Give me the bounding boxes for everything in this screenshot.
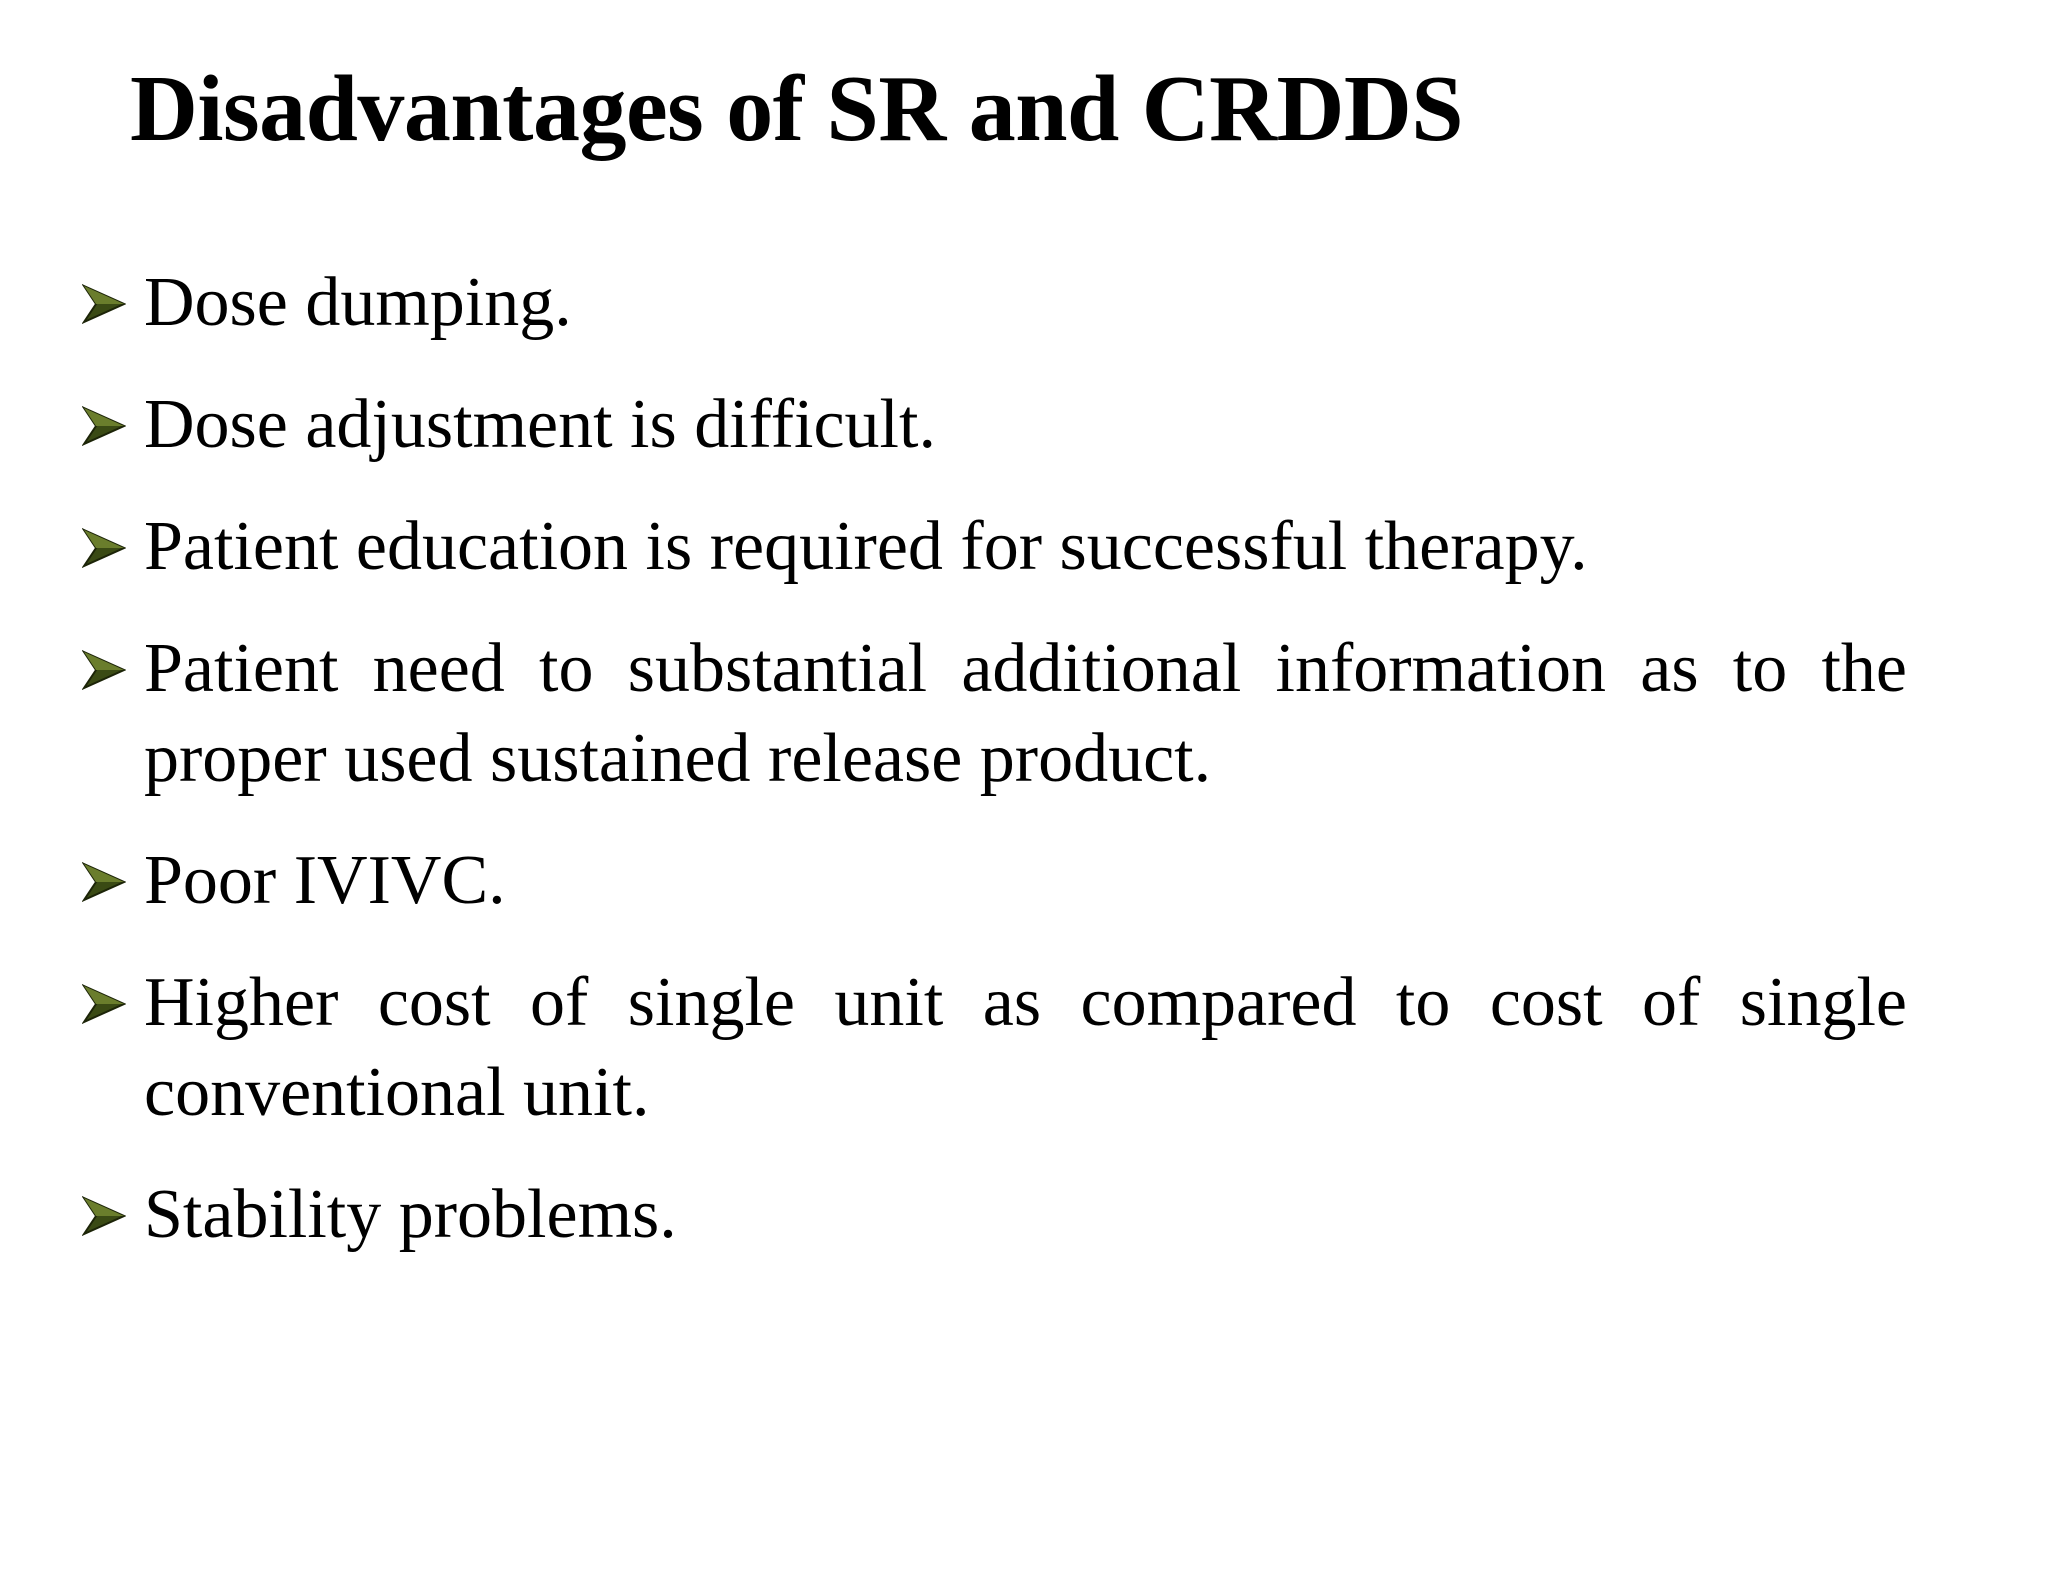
- bullet-text: Stability problems.: [144, 1176, 677, 1253]
- arrowhead-bullet-icon: [82, 284, 126, 324]
- arrowhead-bullet-icon: [82, 1196, 126, 1236]
- bullet-text: Patient education is required for successful therapy.: [144, 508, 1588, 585]
- arrowhead-bullet-icon: [82, 862, 126, 902]
- arrowhead-bullet-icon: [82, 406, 126, 446]
- bullet-item: [82, 958, 1907, 1138]
- bullet-item: [82, 502, 1907, 592]
- slide-title: Disadvantages of SR and CRDDS: [130, 57, 1464, 161]
- bullet-text: Dose adjustment is difficult.: [144, 386, 936, 463]
- bullet-item: [82, 1170, 1907, 1260]
- bullet-item: [82, 836, 1907, 926]
- bullet-text: Dose dumping.: [144, 264, 572, 341]
- bullet-list: [82, 258, 1907, 1292]
- bullet-item: [82, 624, 1907, 804]
- bullet-text: Poor IVIVC.: [144, 842, 506, 919]
- arrowhead-bullet-icon: [82, 528, 126, 568]
- bullet-text: Patient need to substantial additional information as to the proper used sustained release product.: [144, 630, 1907, 797]
- bullet-text: Higher cost of single unit as compared to cost of single conventional unit.: [144, 964, 1907, 1131]
- bullet-item: [82, 380, 1907, 470]
- arrowhead-bullet-icon: [82, 650, 126, 690]
- arrowhead-bullet-icon: [82, 984, 126, 1024]
- bullet-item: [82, 258, 1907, 348]
